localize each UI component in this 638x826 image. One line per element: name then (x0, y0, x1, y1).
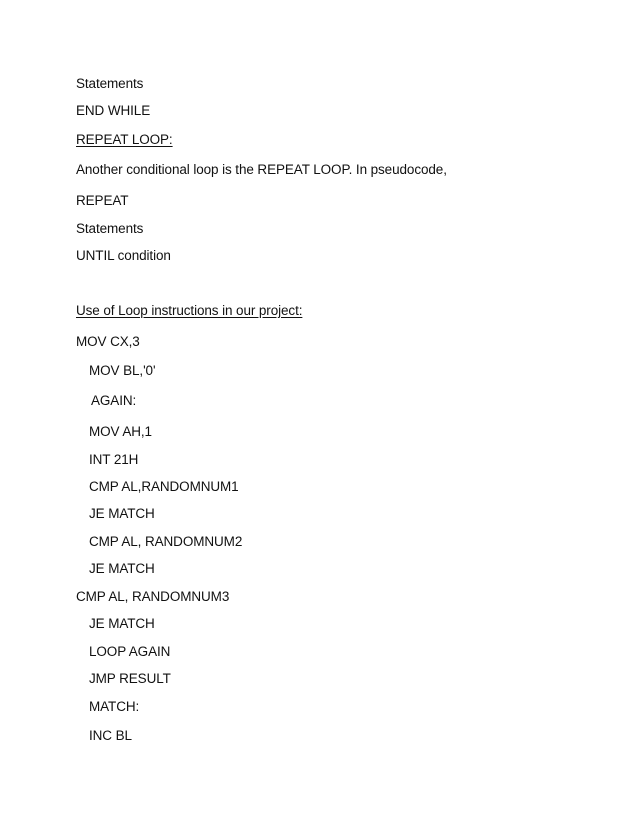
text-line: Statements (76, 221, 144, 236)
section-heading: REPEAT LOOP: (76, 132, 173, 147)
code-line: MOV CX,3 (76, 334, 140, 349)
code-line: INT 21H (89, 452, 139, 467)
code-label: MATCH: (89, 699, 140, 714)
text-line: Another conditional loop is the REPEAT LOOP. In pseudocode, (76, 162, 447, 177)
code-line: JMP RESULT (89, 671, 171, 686)
text-line: Statements (76, 76, 144, 91)
code-line: MOV AH,1 (89, 424, 152, 439)
section-heading: Use of Loop instructions in our project: (76, 303, 303, 318)
text-line: UNTIL condition (76, 248, 171, 263)
code-line: CMP AL,RANDOMNUM1 (89, 479, 239, 494)
code-label: AGAIN: (91, 393, 137, 408)
code-line: JE MATCH (89, 561, 155, 576)
text-line: REPEAT (76, 193, 129, 208)
code-line: JE MATCH (89, 616, 155, 631)
code-line: MOV BL,'0' (89, 363, 156, 378)
code-line: LOOP AGAIN (89, 644, 171, 659)
code-line: JE MATCH (89, 506, 155, 521)
code-line: CMP AL, RANDOMNUM3 (76, 589, 230, 604)
code-line: INC BL (89, 728, 132, 743)
text-line: END WHILE (76, 103, 151, 118)
code-line: CMP AL, RANDOMNUM2 (89, 534, 243, 549)
